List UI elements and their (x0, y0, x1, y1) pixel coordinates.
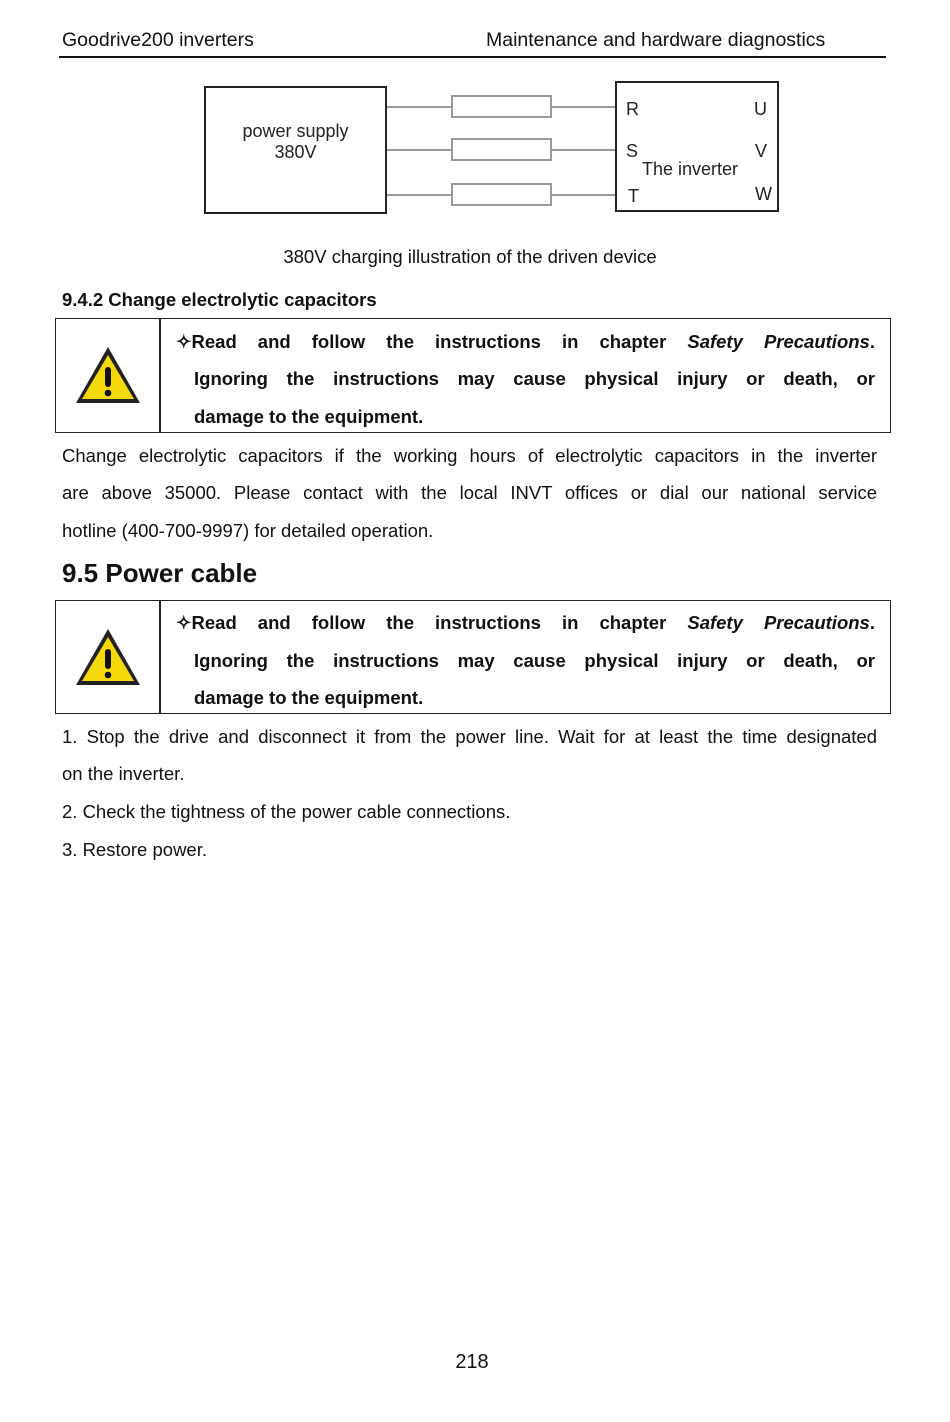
section-heading-95: 9.5 Power cable (62, 558, 258, 588)
header-chapter: Maintenance and hardware diagnostics (486, 29, 826, 51)
warning-box (55, 600, 891, 714)
header-rule (59, 56, 886, 58)
step-item: on the inverter. (62, 763, 185, 784)
resistor (451, 95, 552, 118)
section-heading-942: 9.4.2 Change electrolytic capacitors (62, 289, 377, 310)
resistor (451, 183, 552, 206)
paragraph-line: Change electrolytic capacitors if the working hours of electrolytic capacitors in the inverter (62, 445, 877, 466)
inverter-box (615, 81, 779, 212)
warning-triangle-icon (74, 345, 142, 405)
safety-precautions-ref: Safety Precautions (687, 612, 870, 633)
header-title: Goodrive200 inverters (62, 29, 254, 51)
power-supply-label: power supply (242, 121, 349, 141)
diagram-caption: 380V charging illustration of the driven device (283, 246, 657, 267)
step-item: 2. Check the tightness of the power cable connections. (62, 801, 511, 822)
terminal-v: V (754, 141, 767, 161)
warning-divider (159, 319, 161, 432)
warning-triangle-icon (74, 627, 142, 687)
paragraph-line: are above 35000. Please contact with the local INVT offices or dial our national service (62, 482, 877, 503)
step-item: 1. Stop the drive and disconnect it from the power line. Wait for at least the time designated (62, 726, 877, 747)
step-item: 3. Restore power. (62, 839, 207, 860)
terminal-u: U (754, 99, 767, 119)
power-supply-box (204, 86, 387, 214)
page-number: 218 (455, 1351, 489, 1373)
warning-divider (159, 601, 161, 713)
warning-line-3: damage to the equipment. (194, 406, 424, 427)
paragraph-line: hotline (400-700-9997) for detailed operation. (62, 520, 434, 541)
terminal-t: T (628, 186, 639, 206)
terminal-r: R (626, 99, 639, 119)
inverter-label: The inverter (642, 159, 739, 179)
warning-line-1: ✧Read and follow the instructions in chapter Safety Precautions. (176, 331, 875, 352)
power-supply-voltage: 380V (274, 142, 317, 162)
safety-precautions-ref: Safety Precautions (687, 331, 870, 352)
warning-line-2: Ignoring the instructions may cause physical injury or death, or (194, 368, 875, 389)
resistor (451, 138, 552, 161)
terminal-w: W (755, 184, 772, 204)
warning-line-2: Ignoring the instructions may cause physical injury or death, or (194, 650, 875, 671)
warning-line-3: damage to the equipment. (194, 687, 424, 708)
terminal-s: S (626, 141, 639, 161)
warning-box (55, 318, 891, 433)
warning-line-1: ✧Read and follow the instructions in chapter Safety Precautions. (176, 612, 875, 633)
